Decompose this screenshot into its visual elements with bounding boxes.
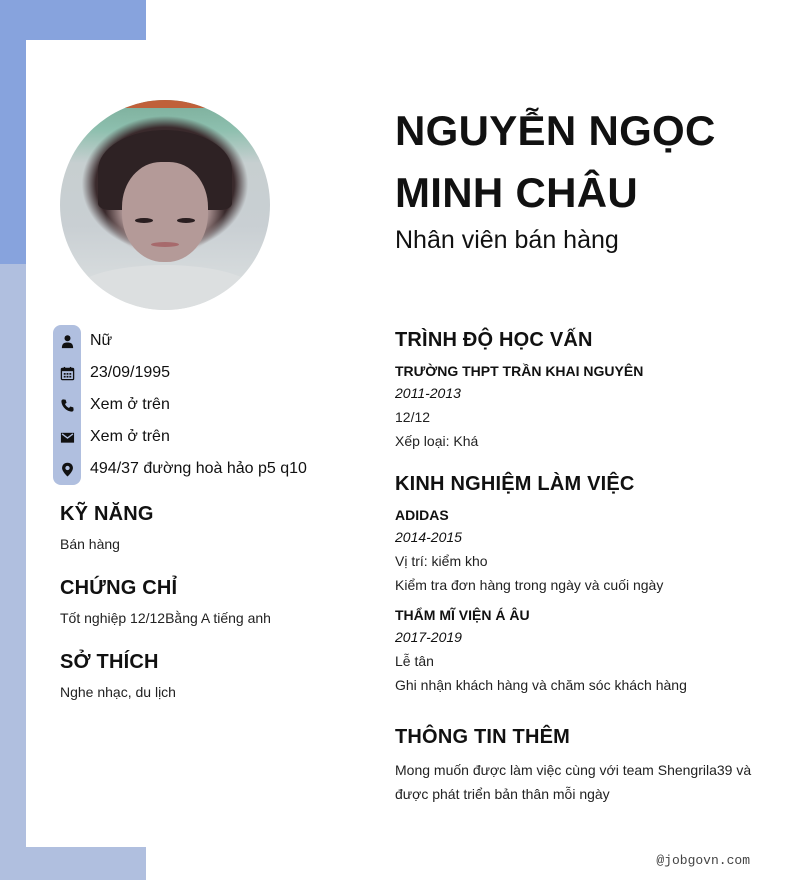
decor-top-block (0, 0, 146, 40)
skills-section (60, 503, 340, 552)
education-section (395, 327, 765, 453)
experience-section (395, 471, 765, 697)
certificates-body: Tốt nghiệp 12/12Bằng A tiếng anh (60, 610, 271, 626)
job-title: Nhân viên bán hàng (395, 226, 619, 254)
contact-list (53, 325, 307, 485)
calendar-icon (53, 361, 81, 385)
photo-background-detail (120, 100, 210, 108)
education-item (395, 361, 765, 453)
photo-shoulders (70, 265, 260, 310)
photo-face (122, 162, 208, 262)
decor-left-strip-dark (0, 40, 26, 264)
decor-left-strip-light (0, 264, 26, 880)
experience-description: Kiểm tra đơn hàng trong ngày và cuối ngày (395, 577, 664, 593)
contact-address (53, 453, 307, 485)
contact-phone-text: Xem ở trên (90, 396, 170, 413)
experience-description: Ghi nhận khách hàng và chăm sóc khách hàng (395, 677, 687, 693)
contact-gender-text: Nữ (90, 332, 113, 349)
hobbies-section (60, 651, 340, 700)
contact-address-text: 494/37 đường hoà hảo p5 q10 (90, 460, 307, 477)
hobbies-body: Nghe nhạc, du lịch (60, 684, 176, 700)
additional-info-title: THÔNG TIN THÊM (395, 726, 571, 748)
education-grade: 12/12 (395, 409, 431, 425)
skills-body: Bán hàng (60, 536, 120, 552)
additional-info-body: Mong muốn được làm việc cùng với team Shengrila39 và được phát triển bản thân mỗi ngày (395, 762, 752, 802)
experience-item (395, 605, 765, 697)
certificates-title: CHỨNG CHỈ (60, 577, 178, 599)
person-icon (53, 329, 81, 353)
contact-gender (53, 325, 307, 357)
candidate-name-line-2: MINH CHÂU (395, 169, 639, 216)
education-school: TRƯỜNG THPT TRẦN KHAI NGUYÊN (395, 363, 644, 379)
phone-icon (53, 393, 81, 417)
experience-company: ADIDAS (395, 507, 449, 523)
experience-title: KINH NGHIỆM LÀM VIỆC (395, 473, 635, 495)
profile-photo (60, 100, 270, 310)
experience-position: Lễ tân (395, 653, 434, 669)
contact-birthday (53, 357, 307, 389)
certificates-section (60, 577, 340, 626)
experience-position: Vị trí: kiểm kho (395, 553, 488, 569)
photo-eye-right (177, 218, 195, 223)
contact-birthday-text: 23/09/1995 (90, 364, 171, 381)
experience-period: 2014-2015 (395, 529, 462, 545)
contact-phone (53, 389, 307, 421)
education-title: TRÌNH ĐỘ HỌC VẤN (395, 329, 593, 351)
contact-email-text: Xem ở trên (90, 428, 170, 445)
education-period: 2011-2013 (395, 385, 461, 401)
additional-info-section (395, 724, 765, 806)
experience-company: THẨM MĨ VIỆN Á ÂU (395, 607, 530, 623)
contact-email (53, 421, 307, 453)
experience-period: 2017-2019 (395, 629, 462, 645)
map-pin-icon (53, 457, 81, 481)
decor-bottom-block (0, 847, 146, 880)
photo-eye-left (135, 218, 153, 223)
footer-brand: @jobgovn.com (656, 853, 750, 868)
education-rank: Xếp loại: Khá (395, 433, 479, 449)
experience-item (395, 505, 765, 597)
candidate-name-line-1: NGUYỄN NGỌC (395, 107, 716, 154)
candidate-name (395, 100, 775, 224)
photo-mouth (151, 242, 179, 247)
skills-title: KỸ NĂNG (60, 503, 154, 525)
envelope-icon (53, 425, 81, 449)
hobbies-title: SỞ THÍCH (60, 651, 159, 673)
